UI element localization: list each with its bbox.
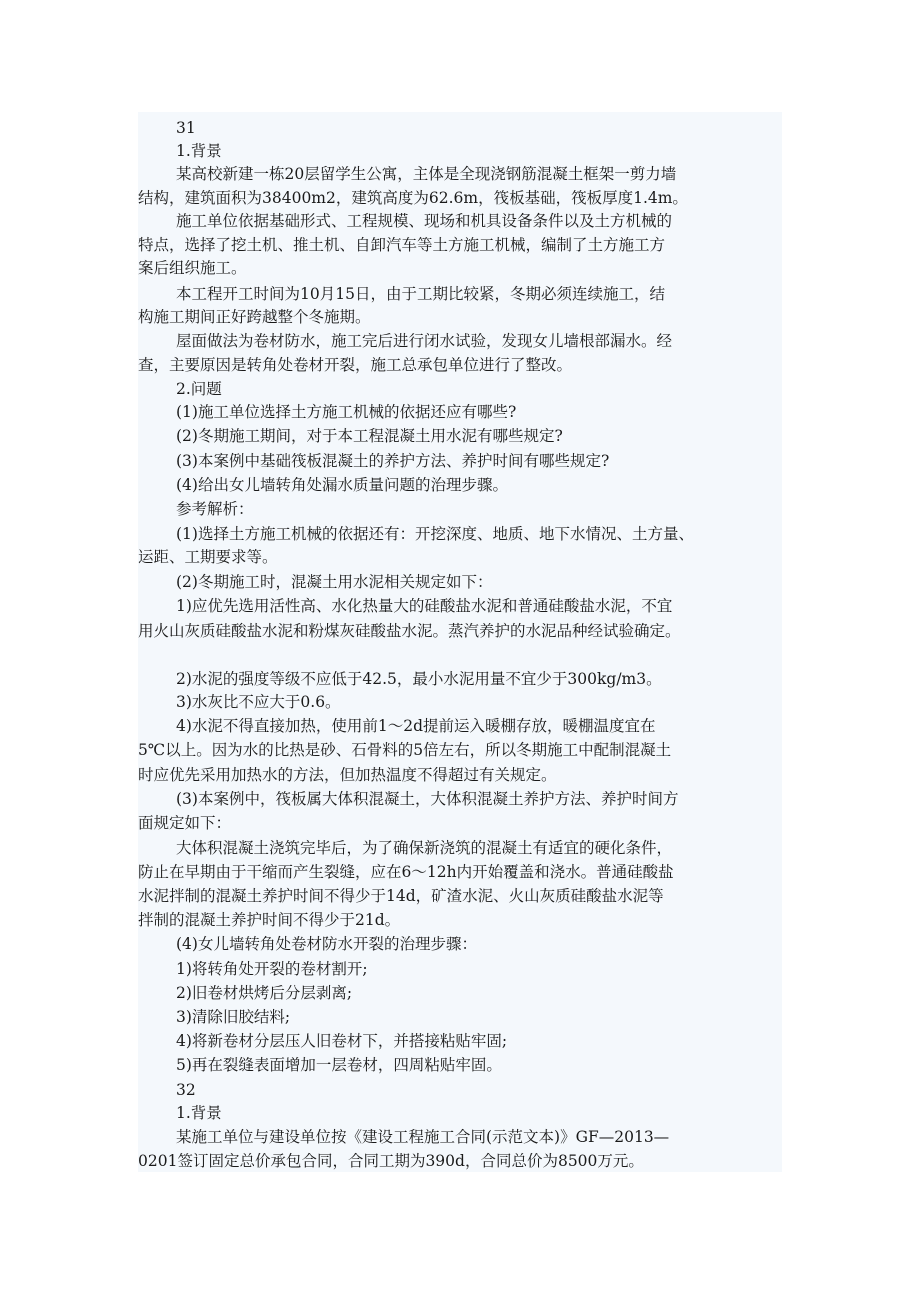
section-heading: 1.背景 <box>176 142 222 160</box>
answer-line: 3)水灰比不应大于0.6。 <box>176 693 341 711</box>
paragraph-line: 构施工期间正好跨越整个冬施期。 <box>138 308 371 326</box>
answer-line: (1)选择土方施工机械的依据还有：开挖深度、地质、地下水情况、土方量、 <box>176 525 694 543</box>
answer-step: 3)清除旧胶结料; <box>176 1008 291 1026</box>
paragraph-line: 施工单位依据基础形式、工程规模、现场和机具设备条件以及土方机械的 <box>176 212 673 230</box>
paragraph-line: 特点，选择了挖土机、推土机、自卸汽车等土方施工机械，编制了土方施工方 <box>138 236 666 254</box>
answer-line: 5℃以上。因为水的比热是砂、石骨料的5倍左右，所以冬期施工中配制混凝土 <box>138 741 672 759</box>
section-heading: 1.背景 <box>176 1104 222 1122</box>
question-item: (4)给出女儿墙转角处漏水质量问题的治理步骤。 <box>176 476 508 494</box>
answer-line: 4)水泥不得直接加热，使用前1～2d提前运入暖棚存放，暖棚温度宜在 <box>176 717 656 735</box>
answer-line: 运距、工期要求等。 <box>138 548 278 566</box>
answer-heading: 参考解析： <box>176 500 254 518</box>
answer-step: 5)再在裂缝表面增加一层卷材，四周粘贴牢固。 <box>176 1056 502 1074</box>
section-heading: 2.问题 <box>176 380 222 398</box>
question-item: (1)施工单位选择土方施工机械的依据还应有哪些? <box>176 403 517 421</box>
answer-line: 防止在早期由于干缩而产生裂缝，应在6～12h内开始覆盖和浇水。普通硅酸盐 <box>138 863 674 881</box>
answer-line: 水泥拌制的混凝土养护时间不得少于14d，矿渣水泥、火山灰质硅酸盐水泥等 <box>138 887 664 905</box>
answer-line: 拌制的混凝土养护时间不得少于21d。 <box>138 911 401 929</box>
answer-line: 2)水泥的强度等级不应低于42.5，最小水泥用量不宜少于300kg/m3。 <box>176 670 662 688</box>
answer-line: (4)女儿墙转角处卷材防水开裂的治理步骤： <box>176 935 477 953</box>
paragraph-line: 结构，建筑面积为38400m2，建筑高度为62.6m，筏板基础，筏板厚度1.4m。 <box>138 189 688 207</box>
answer-line: 大体积混凝土浇筑完毕后，为了确保新浇筑的混凝土有适宜的硬化条件， <box>176 839 673 857</box>
paragraph-line: 某施工单位与建设单位按《建设工程施工合同(示范文本)》GF—2013— <box>176 1128 670 1146</box>
answer-step: 4)将新卷材分层压人旧卷材下，并搭接粘贴牢固; <box>176 1032 508 1050</box>
answer-line: 时应优先采用加热水的方法，但加热温度不得超过有关规定。 <box>138 766 557 784</box>
question-number: 32 <box>176 1081 196 1099</box>
answer-line: 面规定如下： <box>138 814 232 832</box>
paragraph-line: 某高校新建一栋20层留学生公寓，主体是全现浇钢筋混凝土框架一剪力墙 <box>176 165 677 183</box>
answer-line: 用火山灰质硅酸盐水泥和粉煤灰硅酸盐水泥。蒸汽养护的水泥品种经试验确定。 <box>138 622 681 640</box>
paragraph-line: 本工程开工时间为10月15日，由于工期比较紧，冬期必须连续施工，结 <box>176 285 665 303</box>
answer-step: 2)旧卷材烘烤后分层剥离; <box>176 984 353 1002</box>
paragraph-line: 案后组织施工。 <box>138 259 247 277</box>
answer-line: (2)冬期施工时，混凝土用水泥相关规定如下： <box>176 573 493 591</box>
answer-line: 1)应优先选用活性高、水化热量大的硅酸盐水泥和普通硅酸盐水泥，不宜 <box>176 597 673 615</box>
paragraph-line: 0201签订固定总价承包合同，合同工期为390d，合同总价为8500万元。 <box>138 1152 644 1170</box>
answer-line: (3)本案例中，筏板属大体积混凝土，大体积混凝土养护方法、养护时间方 <box>176 790 679 808</box>
paragraph-line: 查，主要原因是转角处卷材开裂，施工总承包单位进行了整改。 <box>138 356 573 374</box>
answer-step: 1)将转角处开裂的卷材割开; <box>176 960 368 978</box>
question-item: (2)冬期施工期间，对于本工程混凝土用水泥有哪些规定? <box>176 427 563 445</box>
question-number: 31 <box>176 119 196 137</box>
paragraph-line: 屋面做法为卷材防水，施工完后进行闭水试验，发现女儿墙根部漏水。经 <box>176 332 673 350</box>
question-item: (3)本案例中基础筏板混凝土的养护方法、养护时间有哪些规定? <box>176 452 610 470</box>
